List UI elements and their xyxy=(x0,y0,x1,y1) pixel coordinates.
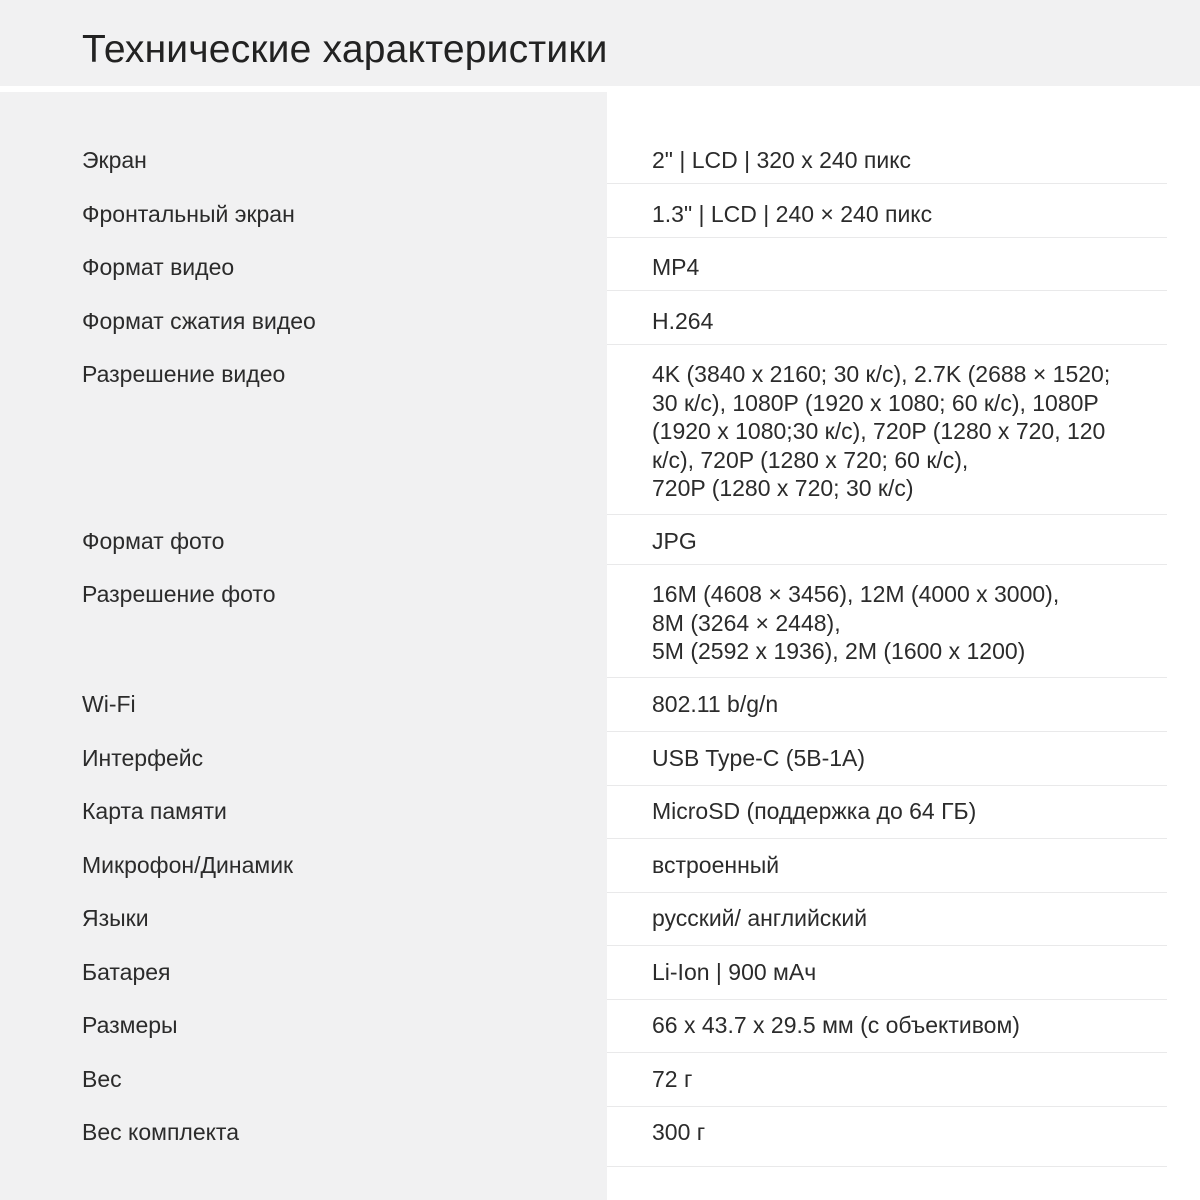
spec-value: 1.3" | LCD | 240 × 240 пикс xyxy=(652,201,933,227)
spec-label: Формат фото xyxy=(82,528,225,554)
spec-value: встроенный xyxy=(652,852,780,878)
spec-label: Языки xyxy=(82,905,149,931)
spec-label: Батарея xyxy=(82,959,171,985)
row-divider xyxy=(607,237,1167,238)
spec-value: MP4 xyxy=(652,254,700,280)
spec-label: Разрешение видео xyxy=(82,361,286,387)
spec-value: USB Type-C (5B-1A) xyxy=(652,745,866,771)
spec-label: Разрешение фото xyxy=(82,581,276,607)
spec-value: 16M (4608 × 3456), 12M (4000 x 3000), 8M (3264 × 2448), 5M (2592 x 1936), 2M (1600 x 1200) xyxy=(652,581,1060,664)
spec-value: JPG xyxy=(652,528,697,554)
header-bar xyxy=(0,0,1200,86)
spec-label: Вес комплекта xyxy=(82,1119,240,1145)
row-divider xyxy=(607,514,1167,515)
spec-label: Формат видео xyxy=(82,254,235,280)
spec-value: 300 г xyxy=(652,1119,706,1145)
row-divider xyxy=(607,344,1167,345)
spec-label: Размеры xyxy=(82,1012,178,1038)
spec-value: русский/ английский xyxy=(652,905,868,931)
spec-value: 802.11 b/g/n xyxy=(652,691,779,717)
row-divider xyxy=(607,731,1167,732)
row-divider xyxy=(607,945,1167,946)
row-divider xyxy=(607,290,1167,291)
spec-value: Li-Ion | 900 мАч xyxy=(652,959,817,985)
spec-label: Wi-Fi xyxy=(82,691,136,717)
spec-value: 2" | LCD | 320 x 240 пикс xyxy=(652,147,912,173)
row-divider xyxy=(607,838,1167,839)
row-divider xyxy=(607,785,1167,786)
row-divider xyxy=(607,1166,1167,1167)
row-divider xyxy=(607,892,1167,893)
spec-value: 4K (3840 x 2160; 30 к/с), 2.7K (2688 × 1520; 30 к/с), 1080P (1920 x 1080; 60 к/с), 1080P (1920 x 1080;30 к/с), 720P (1280 x 720, 120 к/с), 720P (1280 x 720; 60 к/с), 720P (1280 x 720; 30 к/с) xyxy=(652,361,1111,501)
row-divider xyxy=(607,999,1167,1000)
spec-label: Интерфейс xyxy=(82,745,204,771)
spec-label: Формат сжатия видео xyxy=(82,308,316,334)
row-divider xyxy=(607,1106,1167,1107)
spec-label: Экран xyxy=(82,147,147,173)
spec-label: Микрофон/Динамик xyxy=(82,852,294,878)
row-divider xyxy=(607,183,1167,184)
spec-label: Карта памяти xyxy=(82,798,227,824)
spec-label: Вес xyxy=(82,1066,122,1092)
spec-value: H.264 xyxy=(652,308,714,334)
spec-label: Фронтальный экран xyxy=(82,201,295,227)
spec-value: 72 г xyxy=(652,1066,693,1092)
spec-value: 66 x 43.7 x 29.5 мм (с объективом) xyxy=(652,1012,1020,1038)
row-divider xyxy=(607,564,1167,565)
row-divider xyxy=(607,1052,1167,1053)
page-title: Технические характеристики xyxy=(82,28,608,71)
spec-value: MicroSD (поддержка до 64 ГБ) xyxy=(652,798,977,824)
row-divider xyxy=(607,677,1167,678)
